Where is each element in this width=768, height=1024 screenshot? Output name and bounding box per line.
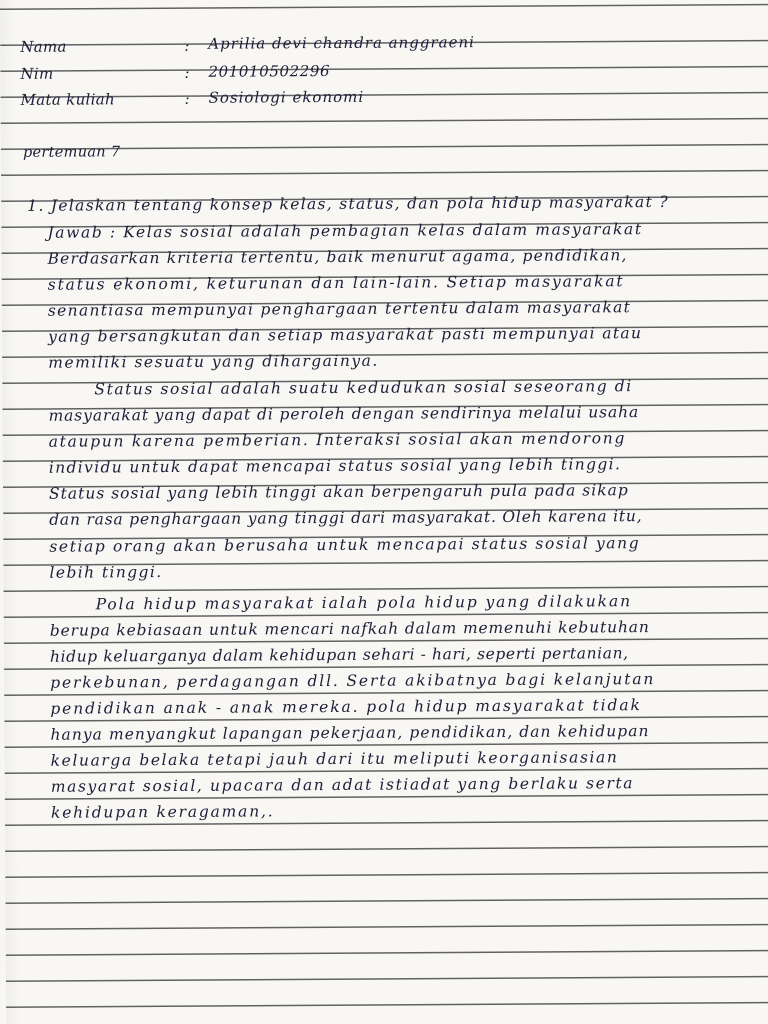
nim-label: Nim [20,64,54,83]
meeting-label: pertemuan 7 [22,144,121,161]
paragraph-line: dan rasa penghargaan yang tinggi dari masyarakat. Oleh karena itu, [49,507,643,529]
paragraph-line: berupa kebiasaan untuk mencari nafkah dalam memenuhi kebutuhan [49,618,650,640]
nama-label: Nama [20,37,67,56]
answer-line: status ekonomi, keturunan dan lain-lain. Setiap masyarakat [47,272,625,294]
paragraph-line: Status sosial adalah suatu kedudukan sosial seseorang di [94,377,633,399]
paragraph-line: setiap orang akan berusaha untuk mencapai status sosial yang [49,534,641,556]
nim-colon: : [184,63,190,82]
nama-value: Aprilia devi chandra anggraeni [208,33,475,53]
paragraph-line: Pola hidup masyarakat ialah pola hidup yang dilakukan [95,592,633,614]
paragraph-line: keluarga belaka tetapi jauh dari itu meliputi keorganisasian [50,748,619,770]
paragraph-line: lebih tinggi. [49,563,163,582]
matkul-label: Mata kuliah [20,90,115,109]
nama-colon: : [184,36,190,55]
matkul-value: Sosiologi ekonomi [208,87,365,107]
matkul-colon: : [184,89,191,108]
answer-line: senantiasa mempunyai penghargaan tertentu dalam masyarakat [47,298,632,320]
answer-line: Jawab : Kelas sosial adalah pembagian kelas dalam masyarakat [47,220,643,242]
paragraph-line: Status sosial yang lebih tinggi akan berpengaruh pula pada sikap [48,481,629,503]
question-line: 1. Jelaskan tentang konsep kelas, status, dan pola hidup masyarakat ? [27,192,669,215]
paragraph-line: hanya menyangkut lapangan pekerjaan, pendidikan, dan kehidupan [50,722,650,744]
nim-value: 201010502296 [208,61,331,81]
paragraph-line: perkebunan, perdagangan dll. Serta akibatnya bagi kelanjutan [50,670,656,692]
answer-line: memiliki sesuatu yang dihargainya. [48,351,379,372]
paragraph-line: ataupun karena pemberian. Interaksi sosial akan mendorong [48,429,627,451]
paragraph-line: kehidupan keragaman,. [50,802,275,822]
paragraph-line: masyarakat yang dapat di peroleh dengan sendirinya melalui usaha [48,403,640,425]
answer-line: Berdasarkan kriteria tertentu, baik menurut agama, pendidikan, [47,246,628,268]
paragraph-line: masyarat sosial, upacara dan adat istiadat yang berlaku serta [50,774,635,796]
paragraph-line: individu untuk dapat mencapai status sosial yang lebih tinggi. [48,455,622,477]
paragraph-line: hidup keluarganya dalam kehidupan sehari - hari, seperti pertanian, [49,644,629,666]
answer-line: yang bersangkutan dan setiap masyarakat pasti mempunyai atau [48,324,643,346]
paragraph-line: pendidikan anak - anak mereka. pola hidup masyarakat tidak [50,696,642,718]
